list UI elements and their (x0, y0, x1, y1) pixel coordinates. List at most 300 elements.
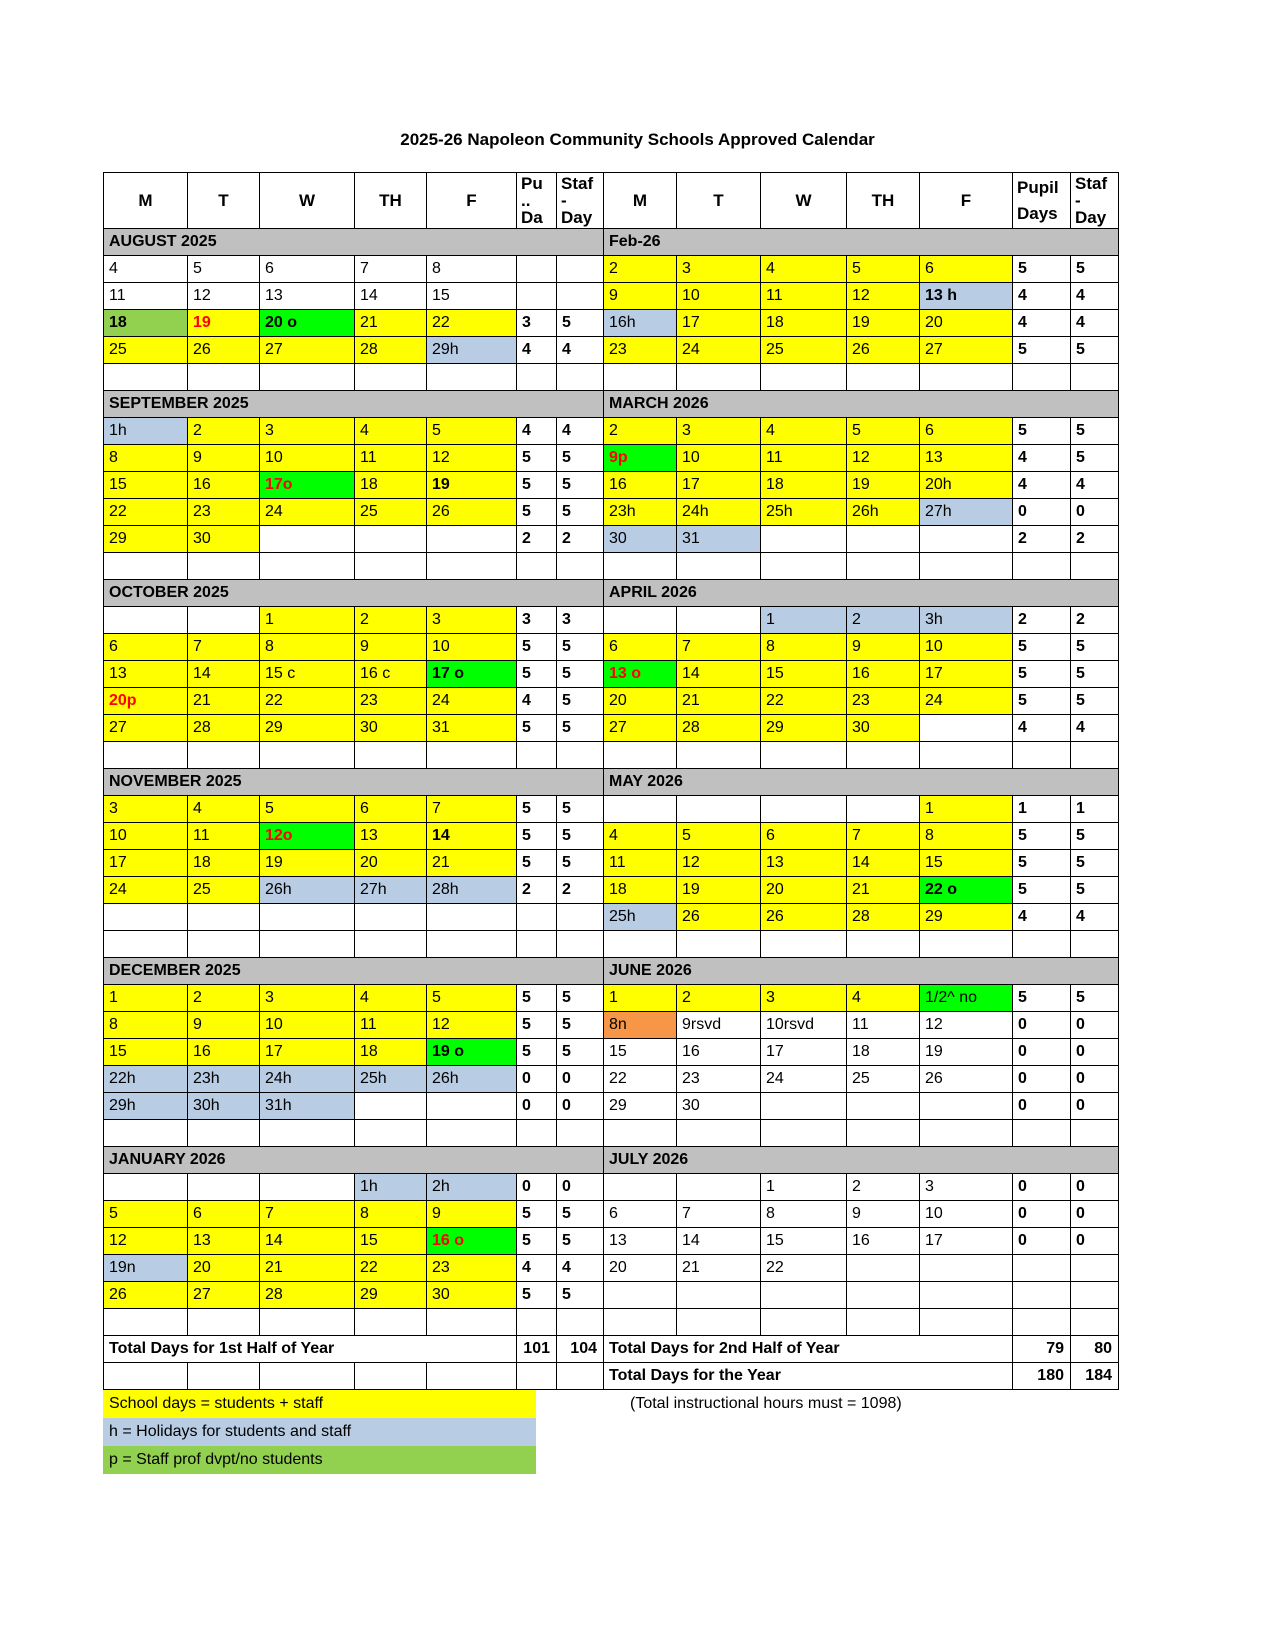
pupil-days-cell: 5 (1013, 688, 1071, 715)
day-cell (188, 1309, 260, 1336)
page-title: 2025-26 Napoleon Community Schools Approved Calendar (400, 130, 875, 149)
day-cell: 9 (847, 634, 920, 661)
pupil-days-cell: 5 (1013, 985, 1071, 1012)
day-cell: 30 (355, 715, 427, 742)
empty-cell (557, 1363, 604, 1390)
day-cell (260, 742, 355, 769)
day-cell: 2 (604, 418, 677, 445)
day-cell: 9 (427, 1201, 517, 1228)
pupil-days-cell: 5 (1013, 877, 1071, 904)
day-cell: 23 (427, 1255, 517, 1282)
day-cell: 23h (604, 499, 677, 526)
day-cell: 3h (920, 607, 1013, 634)
day-cell: 8 (104, 445, 188, 472)
day-cell: 5 (847, 256, 920, 283)
day-cell: 13 h (920, 283, 1013, 310)
day-cell: 19n (104, 1255, 188, 1282)
pupil-days-cell (1013, 1120, 1071, 1147)
day-cell: 12 (847, 283, 920, 310)
column-header: F (427, 173, 517, 229)
day-cell (188, 931, 260, 958)
day-cell: 20 (188, 1255, 260, 1282)
day-cell (260, 931, 355, 958)
day-cell (260, 1174, 355, 1201)
day-cell (920, 1120, 1013, 1147)
day-cell: 14 (847, 850, 920, 877)
week-row (104, 904, 1119, 931)
staff-days-cell: 0 (1071, 1093, 1119, 1120)
day-cell (677, 607, 761, 634)
day-cell: 14 (260, 1228, 355, 1255)
column-header: Pu .. Da (517, 173, 557, 229)
day-cell: 22 (427, 310, 517, 337)
day-cell: 15 (427, 283, 517, 310)
pupil-days-cell (517, 364, 557, 391)
staff-days-cell: 0 (1071, 1201, 1119, 1228)
pupil-days-cell: 5 (1013, 823, 1071, 850)
staff-days-cell: 2 (1071, 607, 1119, 634)
day-cell: 6 (920, 256, 1013, 283)
day-cell (761, 1120, 847, 1147)
day-cell: 9 (355, 634, 427, 661)
staff-days-cell: 5 (557, 850, 604, 877)
staff-days-cell: 5 (1071, 688, 1119, 715)
day-cell: 19 o (427, 1039, 517, 1066)
column-header: M (604, 173, 677, 229)
month-label: JULY 2026 (604, 1147, 1119, 1174)
day-cell: 23 (677, 1066, 761, 1093)
column-header: T (188, 173, 260, 229)
day-cell: 9 (847, 1201, 920, 1228)
day-cell: 4 (104, 256, 188, 283)
week-row (104, 661, 1119, 688)
day-cell: 21 (677, 1255, 761, 1282)
day-cell: 17 (920, 1228, 1013, 1255)
day-cell: 6 (104, 634, 188, 661)
day-cell: 12 (677, 850, 761, 877)
day-cell: 12o (260, 823, 355, 850)
day-cell: 26 (920, 1066, 1013, 1093)
day-cell: 20h (920, 472, 1013, 499)
staff-days-cell: 0 (557, 1093, 604, 1120)
day-cell: 10 (260, 445, 355, 472)
day-cell: 2 (355, 607, 427, 634)
day-cell (761, 364, 847, 391)
pupil-days-cell: 4 (517, 337, 557, 364)
day-cell: 27h (355, 877, 427, 904)
pupil-days-cell: 3 (517, 607, 557, 634)
day-cell: 1 (604, 985, 677, 1012)
day-cell: 22 (104, 499, 188, 526)
day-cell: 13 (604, 1228, 677, 1255)
week-row (104, 553, 1119, 580)
pupil-days-cell: 5 (517, 715, 557, 742)
day-cell: 17o (260, 472, 355, 499)
day-cell (761, 796, 847, 823)
empty-cell (188, 1363, 260, 1390)
staff-days-cell: 5 (1071, 256, 1119, 283)
day-cell: 19 (260, 850, 355, 877)
day-cell: 2 (847, 607, 920, 634)
day-cell (847, 1255, 920, 1282)
week-row (104, 634, 1119, 661)
staff-days-cell: 5 (557, 688, 604, 715)
staff-days-cell: 4 (1071, 472, 1119, 499)
month-header-row (104, 580, 1119, 607)
day-cell (920, 931, 1013, 958)
day-cell: 8 (920, 823, 1013, 850)
day-cell: 23 (604, 337, 677, 364)
day-cell: 24 (677, 337, 761, 364)
pupil-days-cell: 0 (1013, 1093, 1071, 1120)
day-cell (188, 904, 260, 931)
day-cell: 16 (847, 661, 920, 688)
staff-days-cell: 0 (1071, 1174, 1119, 1201)
day-cell: 28 (355, 337, 427, 364)
pupil-days-cell (1013, 364, 1071, 391)
day-cell: 16 o (427, 1228, 517, 1255)
pupil-days-cell: 5 (517, 1282, 557, 1309)
pupil-days-cell: 4 (517, 688, 557, 715)
day-cell: 26h (847, 499, 920, 526)
day-cell: 29 (104, 526, 188, 553)
day-cell (355, 1309, 427, 1336)
pupil-days-cell: 0 (1013, 1174, 1071, 1201)
staff-days-cell (557, 364, 604, 391)
pupil-days-cell: 5 (1013, 850, 1071, 877)
pupil-days-cell: 0 (1013, 1201, 1071, 1228)
day-cell: 16 (188, 1039, 260, 1066)
pupil-days-cell: 2 (517, 526, 557, 553)
day-cell: 17 (677, 310, 761, 337)
day-cell: 16 (604, 472, 677, 499)
staff-days-cell (1071, 1309, 1119, 1336)
week-row (104, 418, 1119, 445)
day-cell (188, 607, 260, 634)
day-cell: 7 (677, 634, 761, 661)
day-cell: 8n (604, 1012, 677, 1039)
week-row (104, 985, 1119, 1012)
staff-days-cell: 5 (557, 634, 604, 661)
staff-days-cell: 5 (557, 499, 604, 526)
day-cell: 27 (260, 337, 355, 364)
first-half-total-label: Total Days for 1st Half of Year (104, 1336, 517, 1363)
pupil-days-cell: 4 (1013, 283, 1071, 310)
staff-days-cell (1071, 1120, 1119, 1147)
day-cell (104, 742, 188, 769)
month-header-row (104, 391, 1119, 418)
day-cell (427, 904, 517, 931)
column-header: F (920, 173, 1013, 229)
day-cell (847, 1282, 920, 1309)
week-row (104, 256, 1119, 283)
day-cell: 16h (604, 310, 677, 337)
month-label: MAY 2026 (604, 769, 1119, 796)
pupil-days-cell: 5 (1013, 634, 1071, 661)
day-cell: 17 (920, 661, 1013, 688)
day-cell (427, 742, 517, 769)
pupil-days-cell: 0 (1013, 1228, 1071, 1255)
day-cell: 1 (104, 985, 188, 1012)
day-cell: 24h (677, 499, 761, 526)
day-cell (260, 904, 355, 931)
pupil-days-cell: 5 (517, 472, 557, 499)
day-cell: 11 (355, 445, 427, 472)
day-cell (104, 364, 188, 391)
day-cell: 27 (104, 715, 188, 742)
day-cell (604, 1309, 677, 1336)
pupil-days-cell: 0 (1013, 1066, 1071, 1093)
pupil-days-cell (1013, 1282, 1071, 1309)
empty-cell (427, 1363, 517, 1390)
column-header: W (260, 173, 355, 229)
day-cell: 8 (260, 634, 355, 661)
year-total-label: Total Days for the Year (604, 1363, 1013, 1390)
day-cell (920, 526, 1013, 553)
day-cell: 24 (104, 877, 188, 904)
empty-cell (517, 1363, 557, 1390)
day-cell: 16 c (355, 661, 427, 688)
staff-days-cell (557, 1309, 604, 1336)
staff-days-cell: 5 (557, 1228, 604, 1255)
day-cell: 25 (188, 877, 260, 904)
day-cell: 3 (104, 796, 188, 823)
day-cell (355, 553, 427, 580)
pupil-days-cell: 5 (517, 445, 557, 472)
staff-days-cell: 5 (1071, 877, 1119, 904)
day-cell: 24 (260, 499, 355, 526)
day-cell: 28 (847, 904, 920, 931)
pupil-days-cell: 5 (517, 823, 557, 850)
day-cell (920, 1093, 1013, 1120)
pupil-days-cell: 5 (517, 499, 557, 526)
day-cell (355, 364, 427, 391)
month-label: MARCH 2026 (604, 391, 1119, 418)
day-cell: 2 (188, 985, 260, 1012)
pupil-days-cell: 5 (517, 796, 557, 823)
staff-days-cell: 1 (1071, 796, 1119, 823)
first-half-staff-total: 104 (557, 1336, 604, 1363)
staff-days-cell: 4 (1071, 904, 1119, 931)
day-cell: 19 (677, 877, 761, 904)
week-row (104, 1039, 1119, 1066)
staff-days-cell: 4 (1071, 715, 1119, 742)
legend (103, 1390, 536, 1474)
day-cell: 27 (188, 1282, 260, 1309)
day-cell: 23 (847, 688, 920, 715)
staff-days-cell: 4 (557, 418, 604, 445)
day-cell: 19 (920, 1039, 1013, 1066)
week-row (104, 1066, 1119, 1093)
week-row (104, 526, 1119, 553)
staff-days-cell: 4 (1071, 310, 1119, 337)
day-cell: 25 (355, 499, 427, 526)
first-half-pupil-total: 101 (517, 1336, 557, 1363)
week-row (104, 1093, 1119, 1120)
day-cell: 14 (188, 661, 260, 688)
day-cell: 28 (677, 715, 761, 742)
day-cell (188, 553, 260, 580)
legend-item: p = Staff prof dvpt/no students (103, 1446, 536, 1474)
day-cell: 22 (761, 1255, 847, 1282)
day-cell (677, 553, 761, 580)
pupil-days-cell: 0 (1013, 499, 1071, 526)
day-cell: 25 (847, 1066, 920, 1093)
year-staff-total: 184 (1071, 1363, 1119, 1390)
day-cell: 18 (847, 1039, 920, 1066)
day-cell (260, 364, 355, 391)
day-cell: 5 (260, 796, 355, 823)
column-header: M (104, 173, 188, 229)
day-cell: 18 (355, 472, 427, 499)
day-cell: 7 (355, 256, 427, 283)
empty-cell (355, 1363, 427, 1390)
day-cell: 4 (355, 985, 427, 1012)
pupil-days-cell: 5 (1013, 661, 1071, 688)
day-cell: 29h (104, 1093, 188, 1120)
day-cell: 13 (920, 445, 1013, 472)
day-cell: 1 (761, 607, 847, 634)
day-cell: 10 (677, 445, 761, 472)
day-cell: 20 (604, 1255, 677, 1282)
day-cell: 5 (104, 1201, 188, 1228)
day-cell: 11 (761, 445, 847, 472)
day-cell (761, 526, 847, 553)
day-cell: 18 (355, 1039, 427, 1066)
day-cell (427, 1309, 517, 1336)
pupil-days-cell: 2 (1013, 526, 1071, 553)
day-cell (427, 364, 517, 391)
day-cell: 6 (260, 256, 355, 283)
staff-days-cell: 5 (557, 1012, 604, 1039)
day-cell: 10rsvd (761, 1012, 847, 1039)
day-cell: 7 (427, 796, 517, 823)
day-cell: 23h (188, 1066, 260, 1093)
week-row (104, 796, 1119, 823)
header-row (104, 173, 1119, 229)
day-cell (104, 904, 188, 931)
pupil-days-cell: 5 (517, 985, 557, 1012)
day-cell: 25h (761, 499, 847, 526)
pupil-days-cell: 1 (1013, 796, 1071, 823)
day-cell: 15 (920, 850, 1013, 877)
day-cell: 27h (920, 499, 1013, 526)
staff-days-cell (1071, 553, 1119, 580)
day-cell: 15 (104, 1039, 188, 1066)
staff-days-cell (557, 553, 604, 580)
pupil-days-cell: 5 (517, 1201, 557, 1228)
week-row (104, 364, 1119, 391)
day-cell: 26h (260, 877, 355, 904)
day-cell: 18 (104, 310, 188, 337)
day-cell: 13 (104, 661, 188, 688)
day-cell (355, 1093, 427, 1120)
staff-days-cell: 5 (1071, 823, 1119, 850)
day-cell: 11 (355, 1012, 427, 1039)
day-cell: 4 (604, 823, 677, 850)
day-cell: 19 (188, 310, 260, 337)
day-cell (677, 364, 761, 391)
month-label: JUNE 2026 (604, 958, 1119, 985)
month-header-row (104, 958, 1119, 985)
day-cell (104, 1174, 188, 1201)
pupil-days-cell: 0 (517, 1174, 557, 1201)
legend-item: School days = students + staff (103, 1390, 536, 1418)
day-cell: 5 (677, 823, 761, 850)
staff-days-cell: 5 (1071, 337, 1119, 364)
day-cell: 6 (355, 796, 427, 823)
day-cell: 20 (761, 877, 847, 904)
staff-days-cell: 4 (1071, 283, 1119, 310)
totals-row (104, 1363, 1119, 1390)
staff-days-cell: 0 (1071, 499, 1119, 526)
week-row (104, 742, 1119, 769)
day-cell: 30 (427, 1282, 517, 1309)
day-cell (761, 742, 847, 769)
calendar-table (103, 172, 1119, 1390)
second-half-pupil-total: 79 (1013, 1336, 1071, 1363)
staff-days-cell: 2 (1071, 526, 1119, 553)
day-cell: 15 (355, 1228, 427, 1255)
pupil-days-cell (517, 904, 557, 931)
day-cell: 31 (427, 715, 517, 742)
day-cell: 25 (761, 337, 847, 364)
day-cell: 26 (104, 1282, 188, 1309)
day-cell: 20 (920, 310, 1013, 337)
day-cell: 11 (604, 850, 677, 877)
day-cell: 12 (427, 1012, 517, 1039)
day-cell (761, 931, 847, 958)
day-cell (847, 796, 920, 823)
day-cell: 1 (260, 607, 355, 634)
day-cell: 20 (604, 688, 677, 715)
pupil-days-cell (517, 931, 557, 958)
day-cell: 28 (260, 1282, 355, 1309)
week-row (104, 310, 1119, 337)
day-cell (677, 931, 761, 958)
day-cell: 22 o (920, 877, 1013, 904)
pupil-days-cell (1013, 931, 1071, 958)
day-cell: 17 (677, 472, 761, 499)
day-cell: 8 (104, 1012, 188, 1039)
staff-days-cell: 0 (557, 1174, 604, 1201)
instructional-hours-note: (Total instructional hours must = 1098) (630, 1395, 902, 1412)
pupil-days-cell (517, 1309, 557, 1336)
day-cell: 8 (355, 1201, 427, 1228)
day-cell: 6 (188, 1201, 260, 1228)
day-cell: 29 (761, 715, 847, 742)
day-cell (104, 553, 188, 580)
day-cell (920, 1282, 1013, 1309)
day-cell: 19 (847, 310, 920, 337)
legend-item: h = Holidays for students and staff (103, 1418, 536, 1446)
day-cell (604, 364, 677, 391)
day-cell (920, 1255, 1013, 1282)
day-cell (355, 526, 427, 553)
day-cell: 31 (677, 526, 761, 553)
day-cell (355, 931, 427, 958)
pupil-days-cell: 3 (517, 310, 557, 337)
day-cell: 20 o (260, 310, 355, 337)
day-cell (761, 1309, 847, 1336)
day-cell: 3 (427, 607, 517, 634)
day-cell (677, 1282, 761, 1309)
week-row (104, 823, 1119, 850)
month-label: Feb-26 (604, 229, 1119, 256)
week-row (104, 850, 1119, 877)
staff-days-cell: 0 (1071, 1066, 1119, 1093)
day-cell: 3 (260, 985, 355, 1012)
